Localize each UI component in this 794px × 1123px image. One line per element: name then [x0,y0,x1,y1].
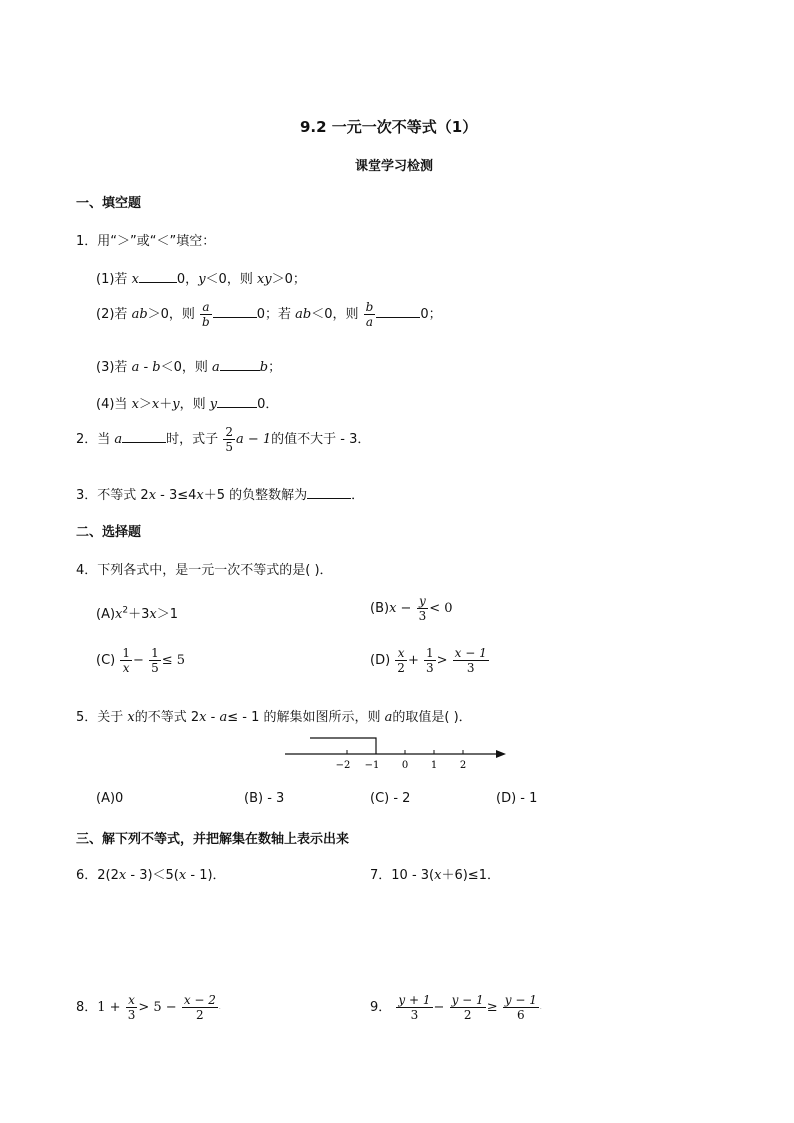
number-line-arrow [496,750,506,758]
q4-option-a: $(A)x^2+3x>1$ [96,605,179,622]
section-fill-blank: 一、填空题 [76,196,142,211]
fraction-b-over-a: $\frac{b}{a}$ [365,300,374,329]
section-solve: 三、解下列不等式，并把解集在数轴上表示出来 [76,832,350,847]
q7: 7．10 - 3(x＋6)≤1． [370,868,500,883]
section-choice: 二、选择题 [76,525,142,540]
fraction-a-over-b: $\frac{a}{b}$ [202,300,210,329]
q5-option-a: (A)0 [96,791,124,806]
q1-part4: (4)当 x＞x＋y，则 y 0． [96,397,279,412]
q3: 3．不等式 2x - 3≤4x＋5 的负整数解为 ． [76,488,365,503]
q4-option-b: (B)x − $\frac{y}{3}$ < 0 [370,594,453,623]
number-line [280,732,510,774]
tick-label: −1 [364,760,380,771]
page-subtitle: 课堂学习检测 [355,159,434,174]
tick-label: 0 [401,760,409,771]
fraction-2-over-5: $\frac{2}{5}$ [225,425,233,454]
q4-option-c: (C) $\frac{1}{x}$ − $\frac{1}{5}$ ≤ 5 [96,646,185,675]
q9: 9． $\frac{y + 1}{3}$ − $\frac{y - 1}{2}$ ≥ $\frac{y - 1}{6}$ · [370,993,542,1022]
q4-option-d: (D) $\frac{x}{2}$ + $\frac{1}{3}$ > $\frac{x - 1}{3}$ [370,646,487,675]
q6: 6．2(2x - 3)＜5(x - 1)． [76,868,226,883]
q5-option-d: (D) - 1 [496,791,538,806]
tick-label: 1 [430,760,438,771]
q8: 8．1 + $\frac{x}{3}$ > 5 − $\frac{x - 2}{2}$ · [76,993,221,1022]
q2: 2．当 a 时，式子 $\frac{2}{5}$ a − 1的值不大于 - 3． [76,425,371,454]
q1-part2: (2)若 ab＞0，则 $\frac{a}{b}$ 0；若 ab＜0，则 $\frac{b}{a}$ 0； [96,300,442,329]
q5-option-c: (C) - 2 [370,791,411,806]
tick-label: −2 [335,760,351,771]
q1-part3: (3)若 a - b＜0，则 a b； [96,360,282,375]
q5-stem: 5．关于 x的不等式 2x - a≤ - 1 的解集如图所示，则 a的取值是( )． [76,710,472,725]
page-title: 9.2 一元一次不等式（1） [300,118,478,136]
solution-set-bracket [310,738,376,754]
q1-part1: (1)若 x 0，y＜0，则 xy＞0； [96,272,306,287]
tick-label: 2 [459,760,467,771]
q4-stem: 4．下列各式中，是一元一次不等式的是( )． [76,563,333,578]
q1-stem: 1．用“＞”或“＜”填空： [76,234,216,249]
q5-option-b: (B) - 3 [244,791,285,806]
